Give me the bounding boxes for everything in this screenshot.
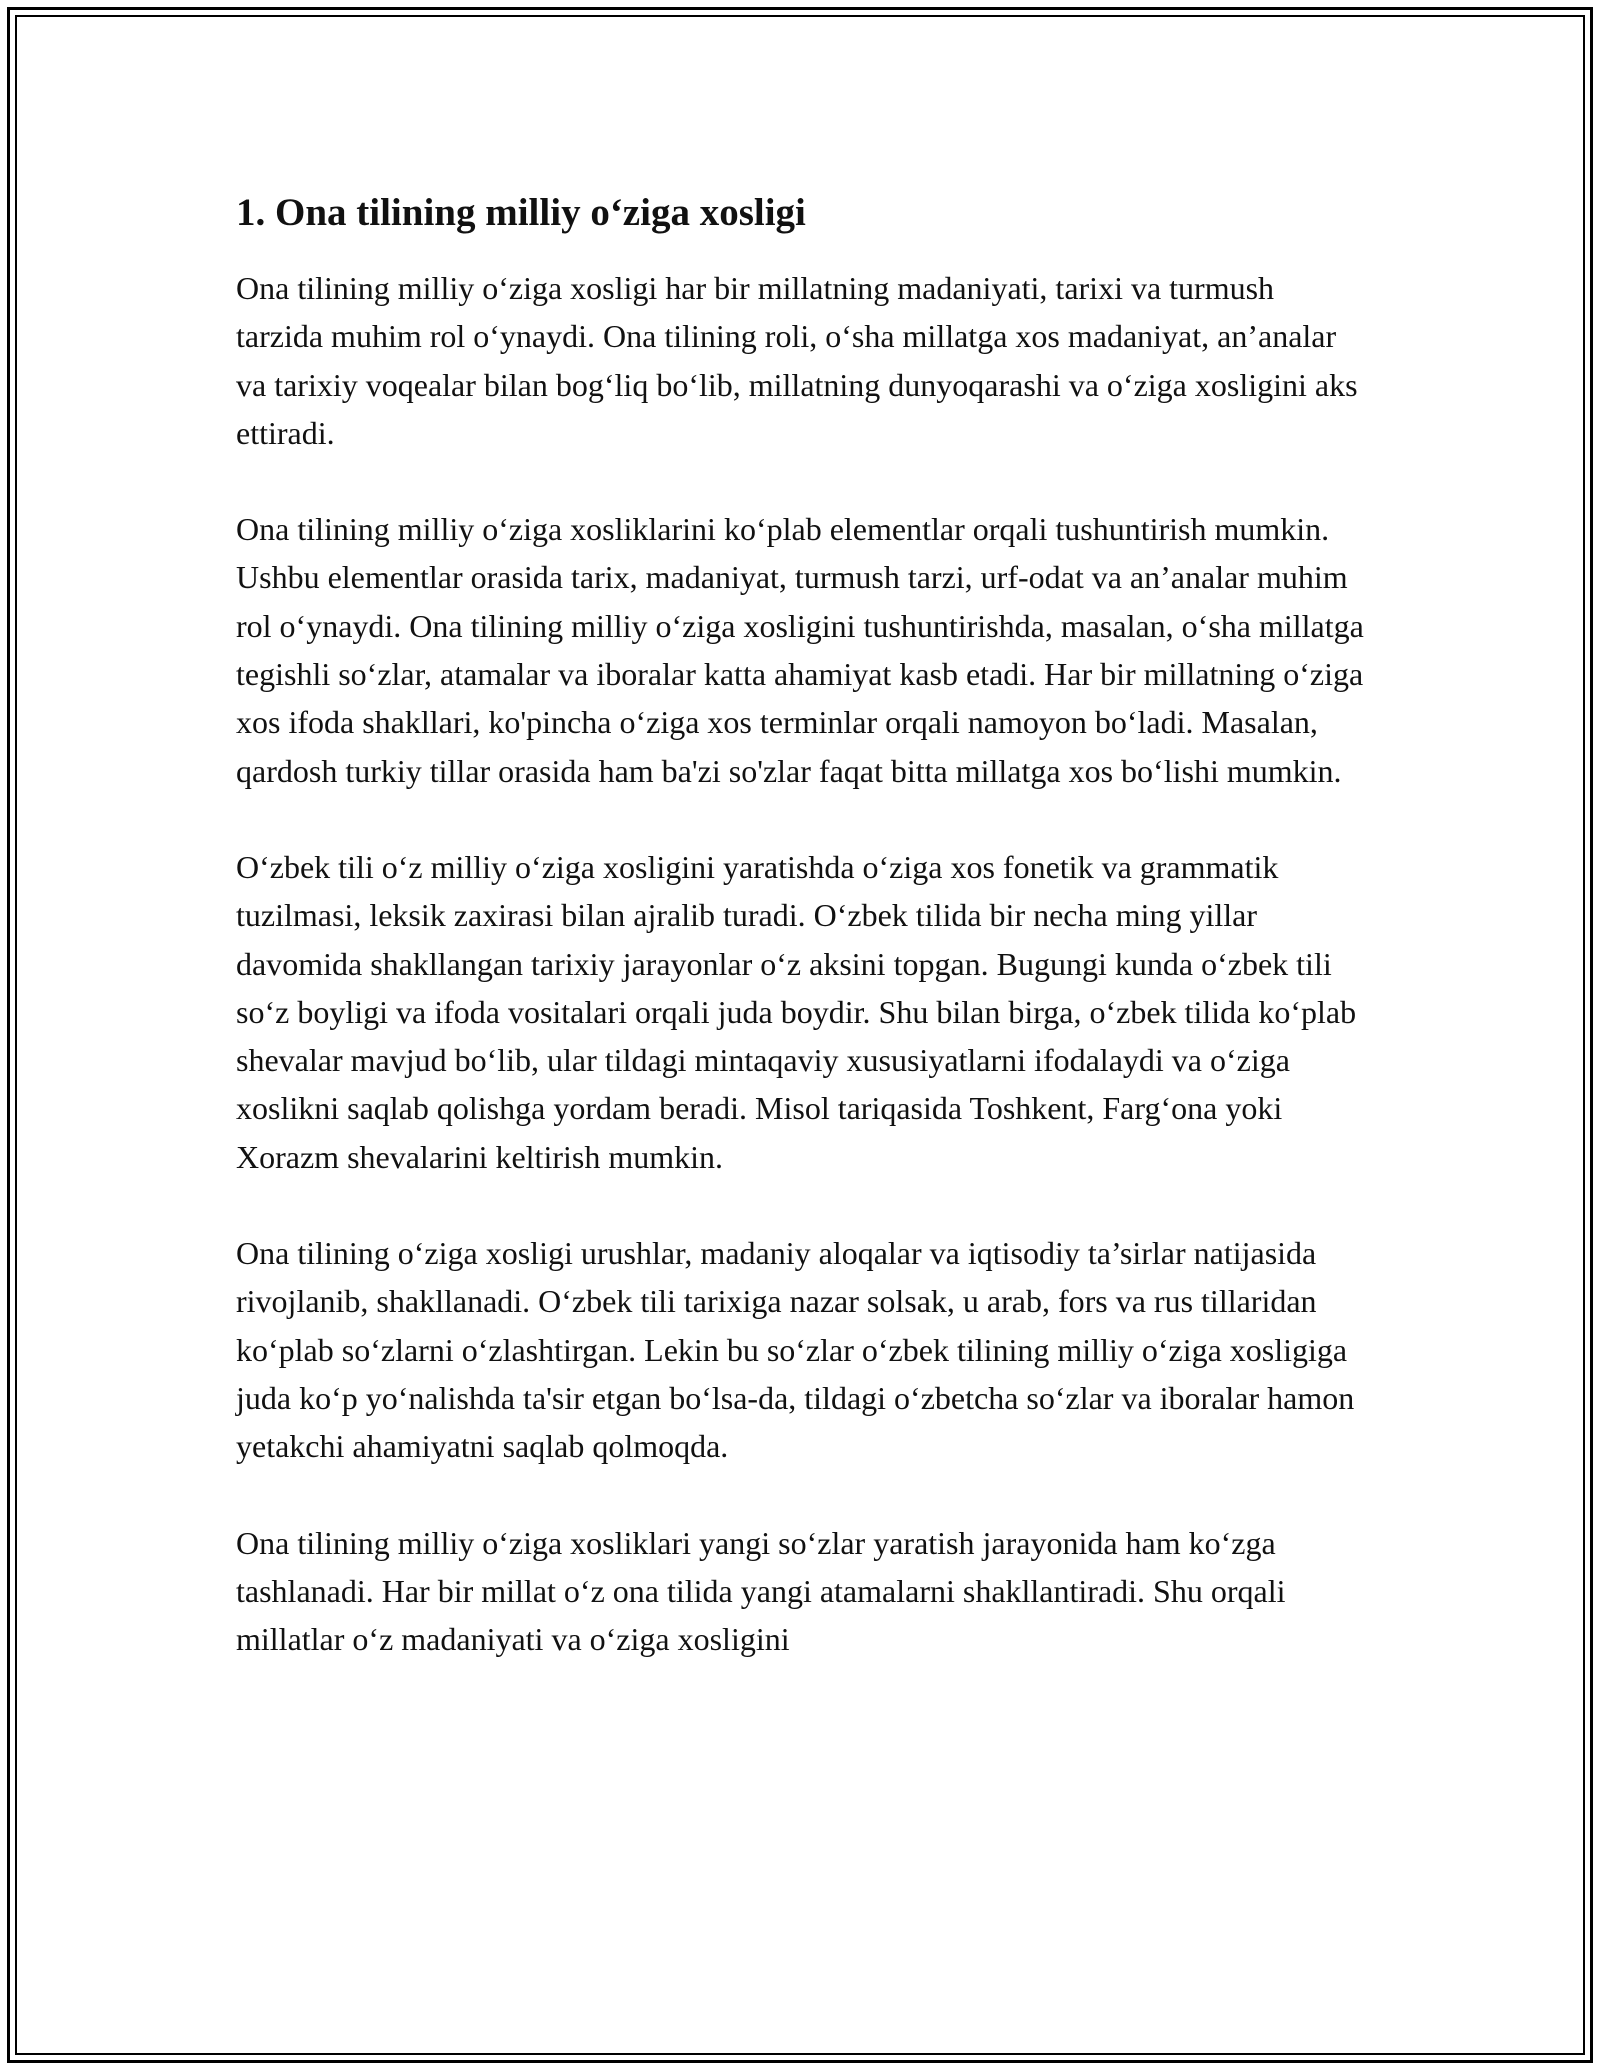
paragraph-4: Ona tilining o‘ziga xosligi urushlar, madaniy aloqalar va iqtisodiy ta’sirlar natijasida rivojlanib, shakllanadi. O‘zbek tili tarixiga nazar solsak, u arab, fors va rus tillaridan ko‘plab so‘zlarni o‘zlashtirgan. Lekin bu so‘zlar o‘zbek tilining milliy o‘ziga xosligiga juda ko‘p yo‘nalishda ta'sir etgan bo‘lsa-da, tildagi o‘zbetcha so‘zlar va iboralar hamon yetakchi ahamiyatni saqlab qolmoqda. <box>236 1235 1355 1465</box>
section-heading: 1. Ona tilining milliy o‘ziga xosligi <box>236 191 806 234</box>
paragraph-1: Ona tilining milliy o‘ziga xosligi har bir millatning madaniyati, tarixi va turmush tarzida muhim rol o‘ynaydi. Ona tilining roli, o‘sha millatga xos madaniyat, an’analar va tarixiy voqealar bilan bog‘liq bo‘lib, millatning dunyoqarashi va o‘ziga xosligini aks ettiradi. <box>236 270 1358 451</box>
paragraph-3: O‘zbek tili o‘z milliy o‘ziga xosligini yaratishda o‘ziga xos fonetik va grammatik tuzilmasi, leksik zaxirasi bilan ajralib turadi. O‘zbek tilida bir necha ming yillar davomida shakllangan tarixiy jarayonlar o‘z aksini topgan. Bugungi kunda o‘zbek tili so‘z boyligi va ifoda vositalari orqali juda boydir. Shu bilan birga, o‘zbek tilida ko‘plab shevalar mavjud bo‘lib, ular tildagi mintaqaviy xususiyatlarni ifodalaydi va o‘ziga xoslikni saqlab qolishga yordam beradi. Misol tariqasida Toshkent, Farg‘ona yoki Xorazm shevalarini keltirish mumkin. <box>236 848 1357 1175</box>
paragraph-5: Ona tilining milliy o‘ziga xosliklari yangi so‘zlar yaratish jarayonida ham ko‘zga tashlanadi. Har bir millat o‘z ona tilida yangi atamalarni shakllantiradi. Shu orqali millatlar o‘z madaniyati va o‘ziga xosligini <box>236 1524 1286 1658</box>
document-body <box>236 186 1366 1711</box>
paragraph-2: Ona tilining milliy o‘ziga xosliklarini ko‘plab elementlar orqali tushuntirish mumkin. Ushbu elementlar orasida tarix, madaniyat, turmush tarzi, urf-odat va an’analar muhim rol o‘ynaydi. Ona tilining milliy o‘ziga xosligini tushuntirishda, masalan, o‘sha millatga tegishli so‘zlar, atamalar va iboralar katta ahamiyat kasb etadi. Har bir millatning o‘ziga xos ifoda shakllari, ko'pincha o‘ziga xos terminlar orqali namoyon bo‘ladi. Masalan, qardosh turkiy tillar orasida ham ba'zi so'zlar faqat bitta millatga xos bo‘lishi mumkin. <box>236 511 1364 789</box>
